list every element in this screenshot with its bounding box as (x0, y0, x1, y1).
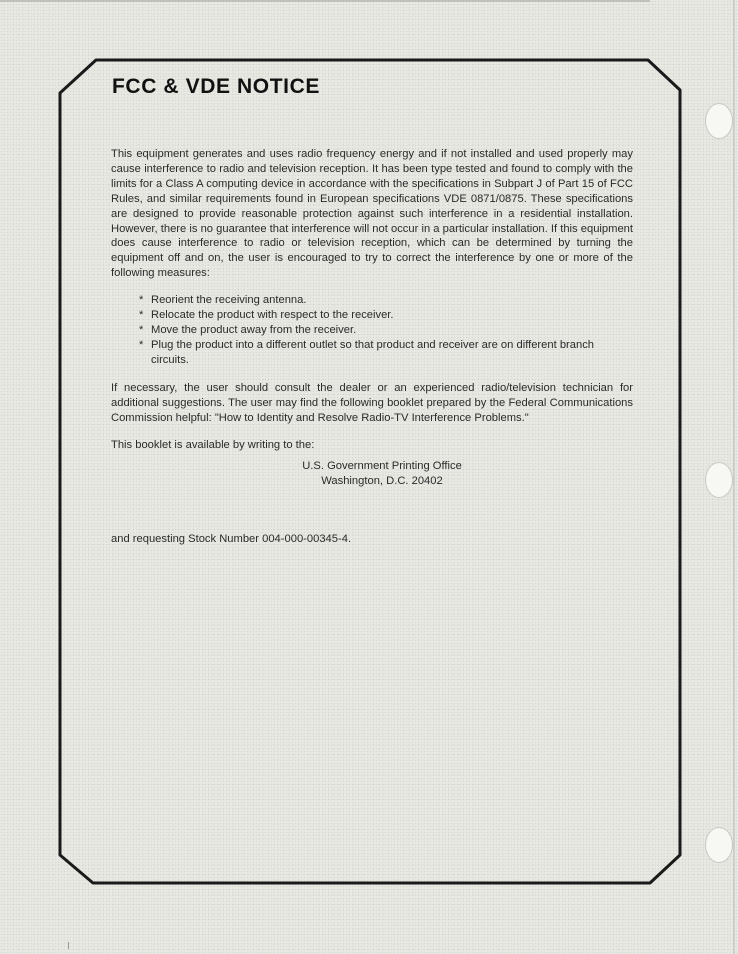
bullet-glyph: * (139, 294, 144, 307)
booklet-paragraph: This booklet is available by writing to the: (111, 439, 315, 452)
bullet-glyph: * (139, 323, 144, 336)
mailing-address (111, 459, 633, 489)
binder-hole-top (705, 103, 733, 139)
address-line-1: U.S. Government Printing Office (302, 460, 462, 473)
scan-mark (68, 942, 69, 949)
list-item (111, 293, 633, 308)
measure-text: Plug the product into a different outlet so that product and receiver are on different branch circuits. (151, 338, 595, 366)
measure-text: Relocate the product with respect to the receiver. (151, 309, 394, 322)
notice-body (111, 147, 633, 547)
binder-hole-middle (705, 462, 733, 498)
bullet-glyph: * (139, 338, 144, 351)
page-title: FCC & VDE NOTICE (112, 75, 320, 98)
measure-text: Move the product away from the receiver. (151, 323, 357, 336)
measure-text: Reorient the receiving antenna. (151, 294, 307, 307)
consult-paragraph: If necessary, the user should consult the dealer or an experienced radio/television technician for additional suggestions. The user may find the following booklet prepared by the Federal Communications Commission helpful: "How to Identity and Resolve Radio-TV Interference Problems." (111, 381, 633, 424)
address-line-2: Washington, D.C. 20402 (321, 475, 443, 488)
list-item (111, 308, 633, 323)
bullet-glyph: * (139, 309, 144, 322)
intro-paragraph: This equipment generates and uses radio frequency energy and if not installed and used properly may cause interference to radio and television reception. It has been type tested and found to comply with the limits for a Class A computing device in accordance with the specifications in Subpart J of Part 15 of FCC Rules, and similar requirements found in European specifications VDE 0871/0875. These specifications are designed to provide reasonable protection against such interference in a residential installation. However, there is no guarantee that interference will not occur in a particular installation. If this equipment does cause interference to radio or television reception, which can be determined by turning the equipment off and on, the user is encouraged to try to correct the interference by one or more of the following measures: (111, 148, 633, 280)
list-item (111, 323, 633, 338)
binder-hole-bottom (705, 827, 733, 863)
measures-list (111, 293, 633, 368)
list-item (111, 338, 633, 368)
stock-number-paragraph: and requesting Stock Number 004-000-00345-4. (111, 533, 352, 546)
